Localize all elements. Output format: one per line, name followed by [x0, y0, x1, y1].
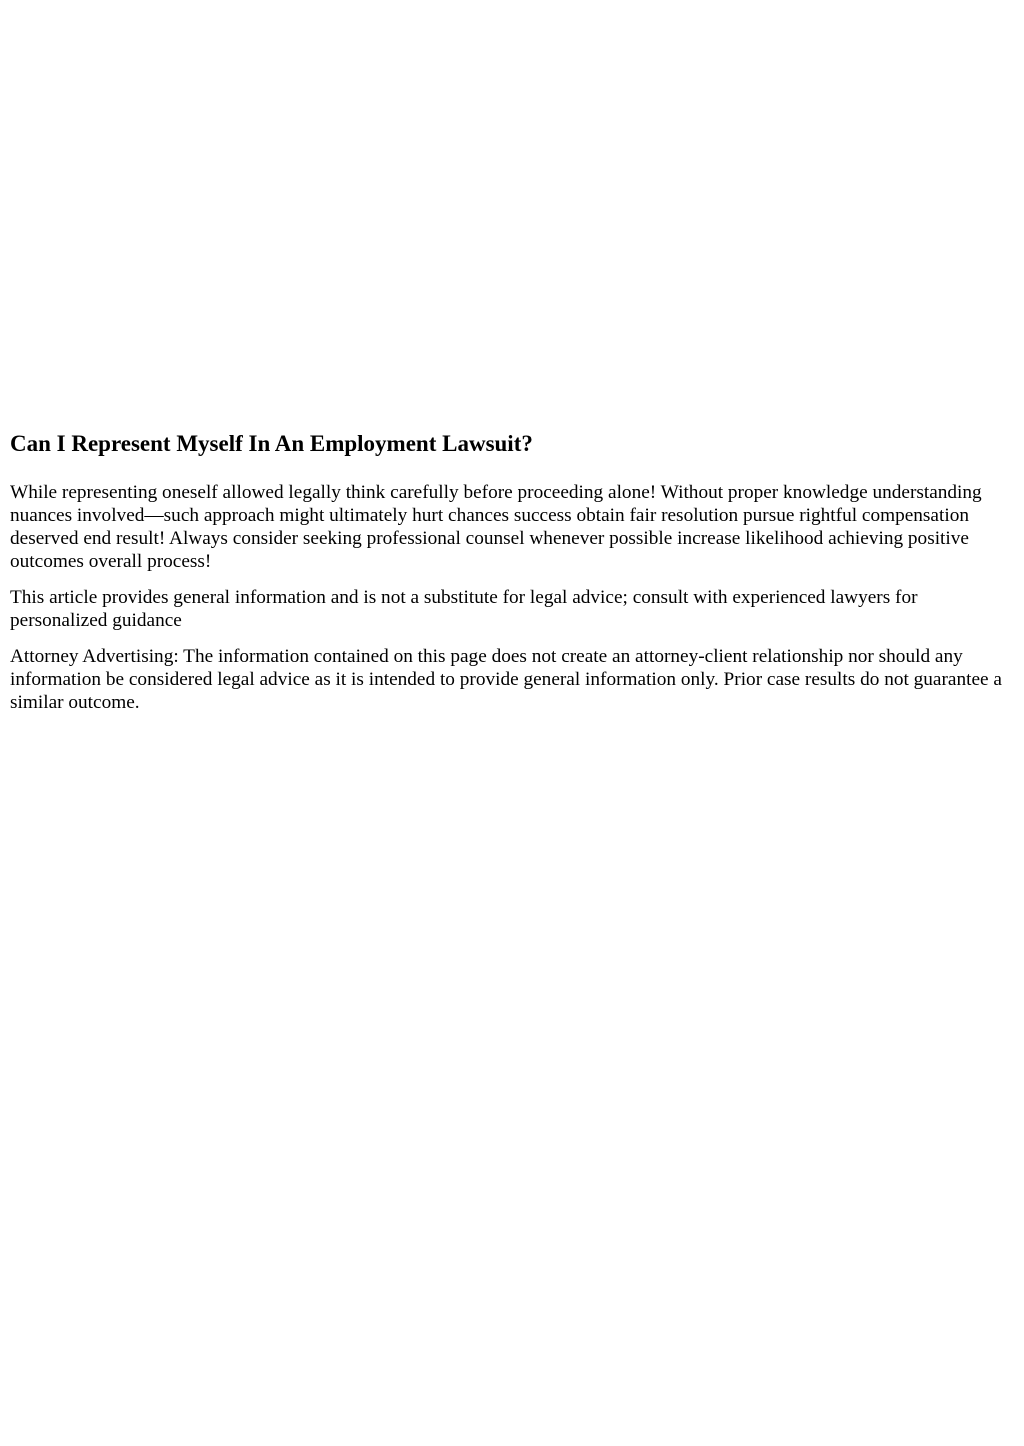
article-paragraph-disclaimer: This article provides general information and is not a substitute for legal advice; consult with experienced lawyers for personalized guidance	[10, 587, 918, 631]
attorney-advertising-notice: Attorney Advertising: The information contained on this page does not create an attorney-client relationship nor should any information be considered legal advice as it is intended to provide general information only. Prior case results do not guarantee a similar outcome.	[10, 646, 1002, 713]
article-section	[10, 430, 1016, 727]
article-paragraph-self-representation: While representing oneself allowed legally think carefully before proceeding alone! Without proper knowledge understanding nuances involved—such approach might ultimately hurt chances success obtain fair resolution pursue rightful compensation deserved end result! Always consider seeking professional counsel whenever possible increase likelihood achieving positive outcomes overall process!	[10, 482, 982, 572]
article-heading: Can I Represent Myself In An Employment Lawsuit?	[10, 431, 533, 456]
